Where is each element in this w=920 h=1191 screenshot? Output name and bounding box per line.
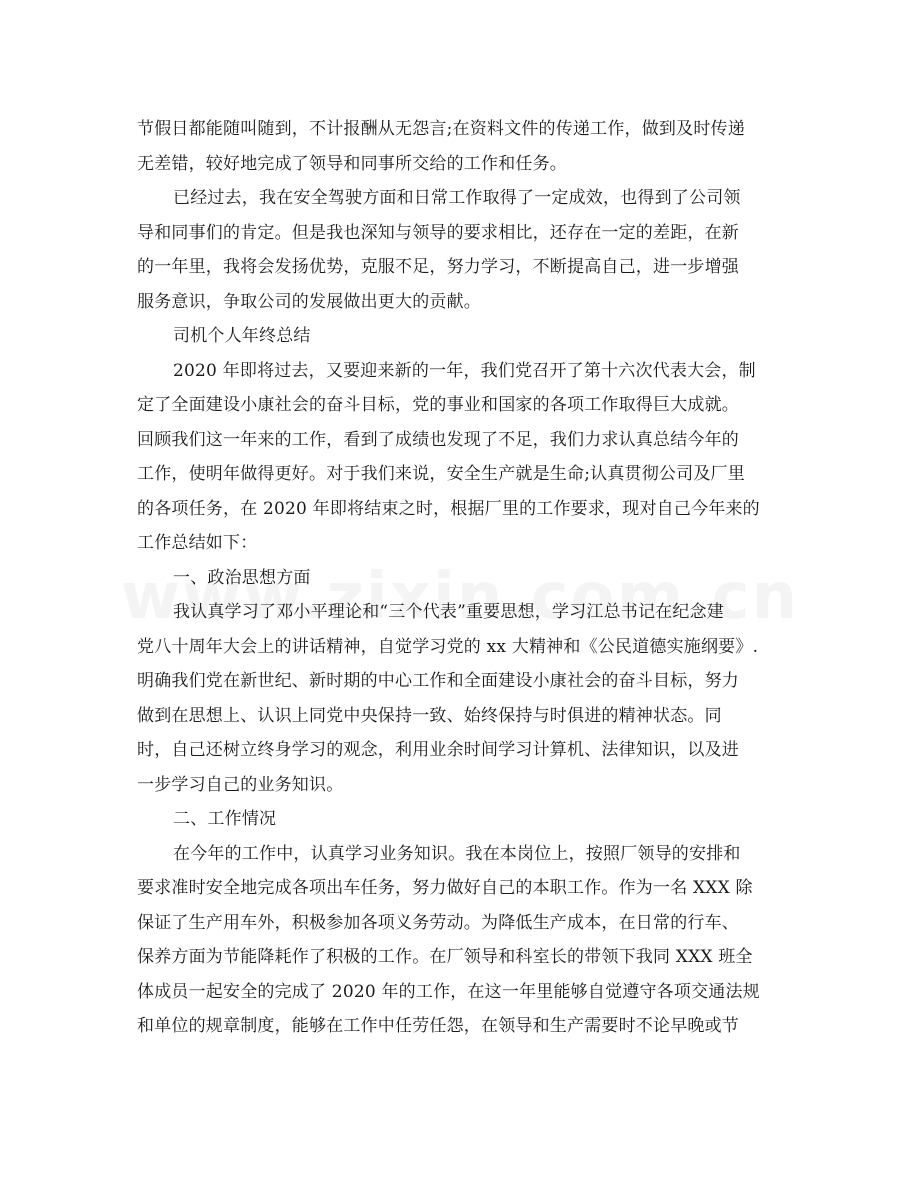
text-line: 保养方面为节能降耗作了积极的工作。在厂领导和科室长的带领下我同 XXX 班全 <box>137 947 753 967</box>
text-line: 一步学习自己的业务知识。 <box>137 774 344 795</box>
paragraph-start: 2020 年即将过去，又要迎来新的一年，我们党召开了第十六次代表大会，制 <box>173 360 756 381</box>
text-line: 导和同事们的肯定。但是我也深知与领导的要求相比，还存在一定的差距，在新 <box>137 222 739 243</box>
paragraph-start: 已经过去，我在安全驾驶方面和日常工作取得了一定成效，也得到了公司领 <box>173 188 741 208</box>
text-line: 和单位的规章制度，能够在工作中任劳任怨，在领导和生产需要时不论早晚或节 <box>137 1016 739 1036</box>
text-line: 的各项任务，在 2020 年即将结束之时，根据厂里的工作要求，现对自己今年来的 <box>137 498 760 519</box>
text-line: 无差错，较好地完成了领导和同事所交给的工作和任务。 <box>137 153 567 174</box>
paragraph-start: 在今年的工作中，认真学习业务知识。我在本岗位上，按照厂领导的安排和 <box>173 843 741 864</box>
text-line: 明确我们党在新世纪、新时期的中心工作和全面建设小康社会的奋斗目标，努力 <box>137 671 739 691</box>
paragraph-start: 我认真学习了邓小平理论和“三个代表”重要思想，学习江总书记在纪念建 <box>173 602 724 622</box>
text-line: 保证了生产用车外，积极参加各项义务劳动。为降低生产成本，在日常的行车、 <box>137 912 739 933</box>
text-line: 要求准时安全地完成各项出车任务，努力做好自己的本职工作。作为一名 XXX 除 <box>137 878 753 898</box>
text-line: 服务意识，争取公司的发展做出更大的贡献。 <box>137 291 481 312</box>
text-line: 工作，使明年做得更好。对于我们来说，安全生产就是生命;认真贯彻公司及厂里 <box>137 464 745 484</box>
text-line: 定了全面建设小康社会的奋斗目标，党的事业和国家的各项工作取得巨大成就。 <box>137 395 739 415</box>
text-line: 节假日都能随叫随到，不计报酬从无怨言;在资料文件的传递工作，做到及时传递 <box>137 119 745 139</box>
text-line: 的一年里，我将会发扬优势，克服不足，努力学习，不断提高自己，进一步增强 <box>137 257 739 277</box>
text-line: 党八十周年大会上的讲话精神，自觉学习党的 xx 大精神和《公民道德实施纲要》. <box>137 636 759 657</box>
text-line: 回顾我们这一年来的工作，看到了成绩也发现了不足，我们力求认真总结今年的 <box>137 429 739 450</box>
text-line: 做到在思想上、认识上同党中央保持一致、始终保持与时俱进的精神状态。同 <box>137 705 722 726</box>
section-heading: 二、工作情况 <box>173 809 277 829</box>
document-body <box>137 112 787 1044</box>
text-line: 时，自己还树立终身学习的观念，利用业余时间学习计算机、法律知识，以及进 <box>137 740 739 760</box>
text-line: 体成员一起安全的完成了 2020 年的工作，在这一年里能够自觉遵守各项交通法规 <box>137 981 760 1002</box>
section-title: 司机个人年终总结 <box>173 326 311 346</box>
text-line: 工作总结如下： <box>137 533 258 553</box>
section-heading: 一、政治思想方面 <box>173 567 311 588</box>
